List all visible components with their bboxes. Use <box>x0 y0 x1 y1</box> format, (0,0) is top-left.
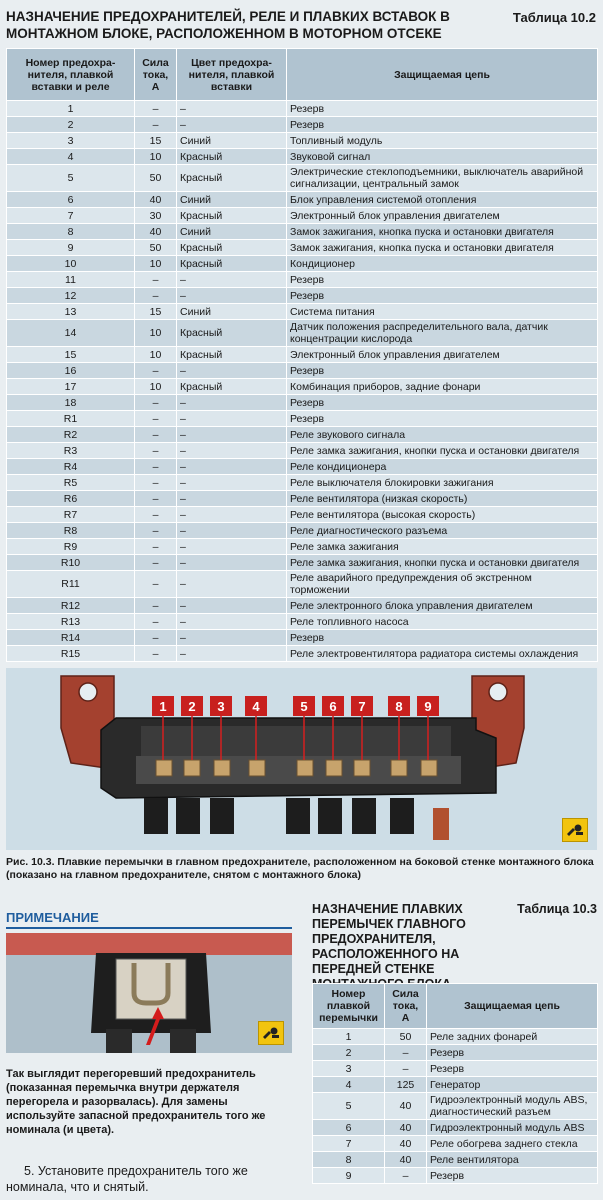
table-cell: Электронный блок управления двигателем <box>287 208 598 224</box>
table-row <box>7 224 598 240</box>
table-cell: R3 <box>7 443 135 459</box>
table-cell: 18 <box>7 395 135 411</box>
table-cell: – <box>135 646 177 662</box>
table-cell: Электрические стеклоподъемники, выключатель аварийной сигнализации, центральный замок <box>287 165 598 192</box>
table-cell: Резерв <box>287 395 598 411</box>
table-cell: – <box>135 363 177 379</box>
table-row <box>7 256 598 272</box>
table-cell: – <box>177 507 287 523</box>
table-row <box>7 443 598 459</box>
col-link-number-header: Номер плавкой перемычки <box>313 984 385 1029</box>
table-cell: Резерв <box>427 1045 598 1061</box>
table-cell: – <box>177 411 287 427</box>
table-cell: – <box>135 411 177 427</box>
table-cell: – <box>177 646 287 662</box>
table-cell: 5 <box>7 165 135 192</box>
table-cell: Реле замка зажигания, кнопки пуска и остановки двигателя <box>287 443 598 459</box>
fuse-label-1: 1 <box>159 699 167 714</box>
table-cell: 6 <box>313 1120 385 1136</box>
table-cell: – <box>385 1045 427 1061</box>
table-cell: Красный <box>177 240 287 256</box>
table-cell: – <box>135 598 177 614</box>
table-cell: R14 <box>7 630 135 646</box>
table-row <box>7 101 598 117</box>
table-cell: Красный <box>177 320 287 347</box>
table-cell: Резерв <box>427 1168 598 1184</box>
table-cell: Красный <box>177 379 287 395</box>
table-row <box>313 1077 598 1093</box>
table-cell: – <box>135 117 177 133</box>
table-cell: – <box>135 395 177 411</box>
table-cell: 7 <box>7 208 135 224</box>
note-box <box>6 907 292 1062</box>
table-cell: Замок зажигания, кнопка пуска и остановки двигателя <box>287 224 598 240</box>
table-cell: 12 <box>7 288 135 304</box>
table-10-3-label: Таблица 10.3 <box>517 902 597 916</box>
table-cell: 8 <box>313 1152 385 1168</box>
table-row <box>313 1093 598 1120</box>
table-cell: – <box>135 427 177 443</box>
table-cell: Генератор <box>427 1077 598 1093</box>
table-cell: Реле звукового сигнала <box>287 427 598 443</box>
table-cell: – <box>177 395 287 411</box>
table-cell: – <box>135 630 177 646</box>
table-cell: 40 <box>135 192 177 208</box>
table-row <box>313 1120 598 1136</box>
table-row <box>7 347 598 363</box>
table-cell: Резерв <box>287 630 598 646</box>
table-cell: Резерв <box>287 288 598 304</box>
table-cell: Резерв <box>287 411 598 427</box>
table-cell: – <box>135 523 177 539</box>
table-cell: Кондиционер <box>287 256 598 272</box>
table-cell: – <box>177 630 287 646</box>
col-circuit-header: Защищаемая цепь <box>287 49 598 101</box>
table-cell: – <box>135 571 177 598</box>
table-cell: 10 <box>135 379 177 395</box>
table-cell: 2 <box>7 117 135 133</box>
table-cell: Синий <box>177 304 287 320</box>
table-cell: Реле выключателя блокировки зажигания <box>287 475 598 491</box>
table-row <box>7 304 598 320</box>
table-10-2-title: НАЗНАЧЕНИЕ ПРЕДОХРАНИТЕЛЕЙ, РЕЛЕ И ПЛАВКИХ ВСТАВОК В МОНТАЖНОМ БЛОКЕ, РАСПОЛОЖЕННОМ В МОТОРНОМ ОТСЕКЕ <box>6 9 450 41</box>
table-10-3-title: НАЗНАЧЕНИЕ ПЛАВКИХ ПЕРЕМЫЧЕК ГЛАВНОГО ПРЕДОХРАНИТЕЛЯ, РАСПОЛОЖЕННОГО НА ПЕРЕДНЕЙ СТЕНКЕ <box>312 902 466 976</box>
table-cell: – <box>135 539 177 555</box>
table-row <box>7 630 598 646</box>
step-5 <box>6 1163 296 1195</box>
table-cell: Реле диагностического разъема <box>287 523 598 539</box>
table-cell: Реле обогрева заднего стекла <box>427 1136 598 1152</box>
table-cell: 50 <box>135 240 177 256</box>
table-cell: 9 <box>7 240 135 256</box>
col-color-header: Цвет предохра-нителя, плавкой вставки <box>177 49 287 101</box>
table-cell: – <box>385 1061 427 1077</box>
table-10-2-label: Таблица 10.2 <box>512 10 596 25</box>
table-cell: Резерв <box>427 1061 598 1077</box>
table-cell: Красный <box>177 347 287 363</box>
table-cell: R13 <box>7 614 135 630</box>
figure-caption: Рис. 10.3. Плавкие перемычки в главном предохранителе, расположенном на боковой стенке монтажного блока (показано на главном предохранителе, снятом с монтажного блока) <box>6 856 594 881</box>
wrench-car-icon <box>562 818 588 842</box>
table-cell: 4 <box>7 149 135 165</box>
table-row <box>7 117 598 133</box>
table-row <box>7 539 598 555</box>
table-cell: Синий <box>177 192 287 208</box>
table-cell: 40 <box>385 1152 427 1168</box>
main-fuse-photo <box>6 668 597 850</box>
table-cell: Красный <box>177 149 287 165</box>
table-cell: 10 <box>135 256 177 272</box>
table-cell: Реле вентилятора (высокая скорость) <box>287 507 598 523</box>
table-cell: 125 <box>385 1077 427 1093</box>
blown-fuse-photo <box>6 933 292 1053</box>
col-current-header: Сила тока, А <box>135 49 177 101</box>
table-cell: 50 <box>135 165 177 192</box>
fuse-label-5: 5 <box>300 699 308 714</box>
table-row <box>313 1136 598 1152</box>
table-row <box>7 379 598 395</box>
table-cell: – <box>177 101 287 117</box>
table-cell: R2 <box>7 427 135 443</box>
table-cell: 15 <box>135 133 177 149</box>
table-cell: 40 <box>385 1093 427 1120</box>
table-cell: 17 <box>7 379 135 395</box>
table-row <box>313 1168 598 1184</box>
table-cell: Резерв <box>287 117 598 133</box>
fuse-relay-table <box>6 48 598 662</box>
table-cell: – <box>177 427 287 443</box>
blown-fuse-illustration <box>6 933 292 1053</box>
table-cell: Комбинация приборов, задние фонари <box>287 379 598 395</box>
table-cell: Датчик положения распределительного вала, датчик концентрации кислорода <box>287 320 598 347</box>
table-cell: 4 <box>313 1077 385 1093</box>
table-cell: – <box>135 288 177 304</box>
col-current-header: Сила тока, А <box>385 984 427 1029</box>
table-header-row <box>7 49 598 101</box>
table-cell: 1 <box>7 101 135 117</box>
table-row <box>7 507 598 523</box>
table-cell: – <box>135 459 177 475</box>
table-cell: 11 <box>7 272 135 288</box>
table-cell: 13 <box>7 304 135 320</box>
table-cell: – <box>177 614 287 630</box>
table-cell: R1 <box>7 411 135 427</box>
table-cell: Резерв <box>287 272 598 288</box>
table-cell: 30 <box>135 208 177 224</box>
table-cell: R10 <box>7 555 135 571</box>
col-number-header: Номер предохра-нителя, плавкой вставки и реле <box>7 49 135 101</box>
table-row <box>7 646 598 662</box>
table-cell: – <box>135 475 177 491</box>
table-cell: 15 <box>135 304 177 320</box>
table-cell: Синий <box>177 224 287 240</box>
table-row <box>7 165 598 192</box>
table-cell: R12 <box>7 598 135 614</box>
table-cell: R9 <box>7 539 135 555</box>
table-cell: 10 <box>135 320 177 347</box>
main-fuse-illustration <box>6 668 597 850</box>
table-row <box>313 1029 598 1045</box>
table-row <box>7 491 598 507</box>
table-cell: Гидроэлектронный модуль ABS, диагностический разъем <box>427 1093 598 1120</box>
table-cell: R5 <box>7 475 135 491</box>
table-row <box>7 363 598 379</box>
table-cell: 7 <box>313 1136 385 1152</box>
col-circuit-header: Защищаемая цепь <box>427 984 598 1029</box>
table-cell: R8 <box>7 523 135 539</box>
table-row <box>7 320 598 347</box>
table-cell: Резерв <box>287 363 598 379</box>
table-row <box>7 288 598 304</box>
note-text: Так выглядит перегоревший предохранитель (показанная перемычка внутри держателя перегорела и разорвалась). Для замены используйте запасной предохранитель того же номинала (и цвета). <box>6 1068 266 1136</box>
table-cell: Электронный блок управления двигателем <box>287 347 598 363</box>
table-cell: 1 <box>313 1029 385 1045</box>
table-cell: 15 <box>7 347 135 363</box>
table-row <box>7 475 598 491</box>
table-cell: 9 <box>313 1168 385 1184</box>
table-cell: Топливный модуль <box>287 133 598 149</box>
table-cell: – <box>177 272 287 288</box>
table-cell: 8 <box>7 224 135 240</box>
table-cell: Красный <box>177 165 287 192</box>
table-cell: 40 <box>385 1120 427 1136</box>
table-cell: – <box>177 571 287 598</box>
table-cell: 14 <box>7 320 135 347</box>
table-cell: Реле электронного блока управления двигателем <box>287 598 598 614</box>
table-row <box>313 1045 598 1061</box>
fuse-label-9: 9 <box>424 699 432 714</box>
table-cell: Реле вентилятора <box>427 1152 598 1168</box>
table-cell: Реле топливного насоса <box>287 614 598 630</box>
table-row <box>7 272 598 288</box>
fuse-label-2: 2 <box>188 699 196 714</box>
table-row <box>7 459 598 475</box>
table-cell: – <box>177 539 287 555</box>
table-10-3-header <box>312 902 597 980</box>
table-cell: Реле замка зажигания <box>287 539 598 555</box>
table-row <box>313 1152 598 1168</box>
table-cell: – <box>135 614 177 630</box>
table-cell: Реле замка зажигания, кнопки пуска и остановки двигателя <box>287 555 598 571</box>
table-cell: – <box>385 1168 427 1184</box>
table-cell: Замок зажигания, кнопка пуска и остановки двигателя <box>287 240 598 256</box>
table-header-row <box>313 984 598 1029</box>
fuse-label-6: 6 <box>329 699 337 714</box>
table-row <box>7 411 598 427</box>
table-cell: – <box>135 443 177 459</box>
table-cell: Синий <box>177 133 287 149</box>
table-cell: Реле аварийного предупреждения об экстренном торможении <box>287 571 598 598</box>
table-cell: 16 <box>7 363 135 379</box>
table-cell: R7 <box>7 507 135 523</box>
table-cell: Реле вентилятора (низкая скорость) <box>287 491 598 507</box>
table-cell: 6 <box>7 192 135 208</box>
table-cell: 50 <box>385 1029 427 1045</box>
fuse-label-4: 4 <box>252 699 260 714</box>
fuse-label-8: 8 <box>395 699 403 714</box>
table-cell: – <box>177 443 287 459</box>
table-row <box>7 149 598 165</box>
table-cell: 10 <box>135 347 177 363</box>
main-fuse-links-table <box>312 983 598 1184</box>
table-row <box>7 427 598 443</box>
table-cell: – <box>177 459 287 475</box>
table-cell: Красный <box>177 208 287 224</box>
table-cell: 5 <box>313 1093 385 1120</box>
table-cell: – <box>177 523 287 539</box>
table-cell: 10 <box>135 149 177 165</box>
step-5-text: 5. Установите предохранитель того же номинала, что и снятый. <box>6 1164 248 1194</box>
table-cell: – <box>135 555 177 571</box>
table-cell: – <box>177 475 287 491</box>
table-cell: – <box>135 101 177 117</box>
table-cell: 3 <box>313 1061 385 1077</box>
table-cell: Резерв <box>287 101 598 117</box>
table-row <box>7 555 598 571</box>
table-cell: – <box>177 288 287 304</box>
table-cell: Звуковой сигнал <box>287 149 598 165</box>
table-row <box>7 571 598 598</box>
table-10-2-header <box>6 8 596 44</box>
note-title: ПРИМЕЧАНИЕ <box>6 907 292 929</box>
table-row <box>7 395 598 411</box>
table-cell: Реле задних фонарей <box>427 1029 598 1045</box>
table-cell: 10 <box>7 256 135 272</box>
table-cell: Система питания <box>287 304 598 320</box>
wrench-car-icon <box>258 1021 284 1045</box>
table-row <box>7 598 598 614</box>
fuse-label-7: 7 <box>358 699 366 714</box>
table-cell: R6 <box>7 491 135 507</box>
table-cell: 40 <box>385 1136 427 1152</box>
table-cell: 3 <box>7 133 135 149</box>
table-row <box>7 523 598 539</box>
table-cell: – <box>135 507 177 523</box>
table-cell: – <box>177 117 287 133</box>
table-cell: – <box>177 555 287 571</box>
table-cell: – <box>177 598 287 614</box>
table-row <box>7 133 598 149</box>
table-row <box>313 1061 598 1077</box>
table-cell: – <box>135 272 177 288</box>
table-cell: R15 <box>7 646 135 662</box>
table-cell: – <box>177 363 287 379</box>
table-row <box>7 208 598 224</box>
table-row <box>7 192 598 208</box>
table-cell: Реле кондиционера <box>287 459 598 475</box>
table-cell: Реле электровентилятора радиатора системы охлаждения <box>287 646 598 662</box>
table-cell: R11 <box>7 571 135 598</box>
table-cell: Блок управления системой отопления <box>287 192 598 208</box>
table-cell: Красный <box>177 256 287 272</box>
table-cell: 2 <box>313 1045 385 1061</box>
table-cell: 40 <box>135 224 177 240</box>
table-cell: Гидроэлектронный модуль ABS <box>427 1120 598 1136</box>
table-cell: – <box>177 491 287 507</box>
table-row <box>7 240 598 256</box>
table-row <box>7 614 598 630</box>
fuse-label-3: 3 <box>217 699 225 714</box>
table-cell: R4 <box>7 459 135 475</box>
table-cell: – <box>135 491 177 507</box>
